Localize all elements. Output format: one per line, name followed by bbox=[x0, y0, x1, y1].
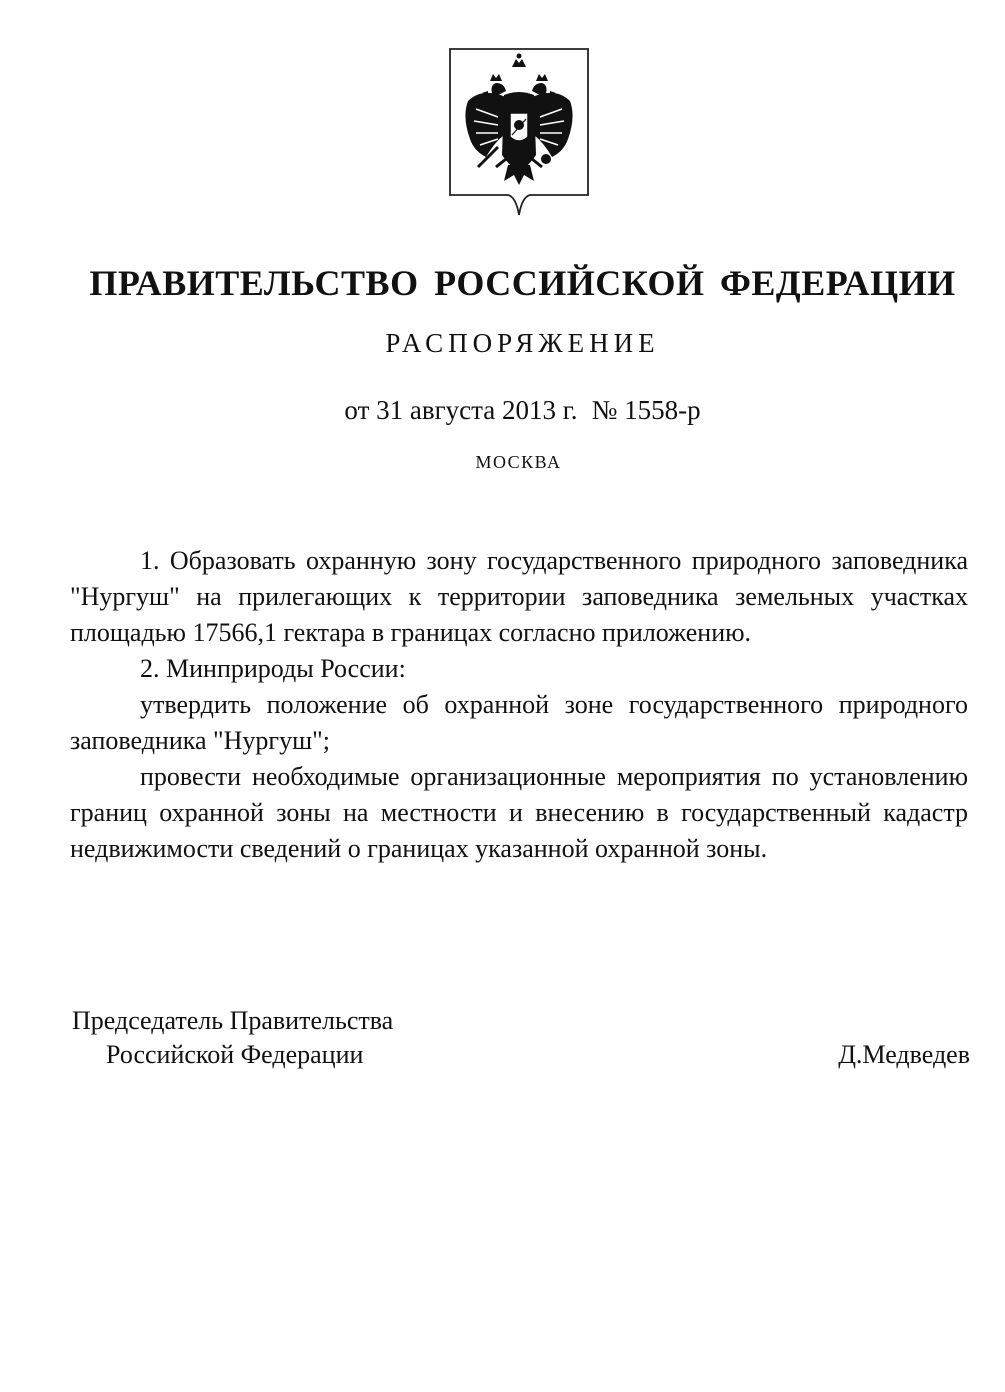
city-name: МОСКВА bbox=[475, 452, 562, 472]
paragraph-4: провести необходимые организационные мероприятия по установлению границ охранной зоны на местности и внесению в государственный кадастр недвижимости сведений о границах указанной охранной зоны. bbox=[70, 762, 968, 863]
government-title: ПРАВИТЕЛЬСТВО РОССИЙСКОЙ ФЕДЕРАЦИИ bbox=[89, 263, 956, 303]
document-body bbox=[70, 543, 968, 867]
document-type: РАСПОРЯЖЕНИЕ bbox=[385, 328, 660, 358]
paragraph-3: утвердить положение об охранной зоне государственного природного заповедника "Нургуш"; bbox=[70, 690, 968, 755]
russian-coat-of-arms-icon bbox=[448, 47, 590, 217]
signatory-name: Д.Медведев bbox=[838, 1040, 970, 1069]
position-line-1: Председатель Правительства bbox=[72, 1006, 394, 1035]
signatory-position bbox=[72, 1004, 393, 1072]
date-number-line bbox=[0, 395, 1005, 426]
paragraph-2: 2. Минприроды России: bbox=[140, 654, 406, 683]
document-number: № 1558-р bbox=[591, 395, 701, 425]
position-line-2: Российской Федерации bbox=[106, 1040, 364, 1069]
paragraph-1: 1. Образовать охранную зону государственного природного заповедника "Нургуш" на прилегающих к территории заповедника земельных участках площадью 17566,1 гектара в границах согласно приложению. bbox=[70, 546, 968, 647]
document-date: от 31 августа 2013 г. bbox=[344, 395, 578, 425]
